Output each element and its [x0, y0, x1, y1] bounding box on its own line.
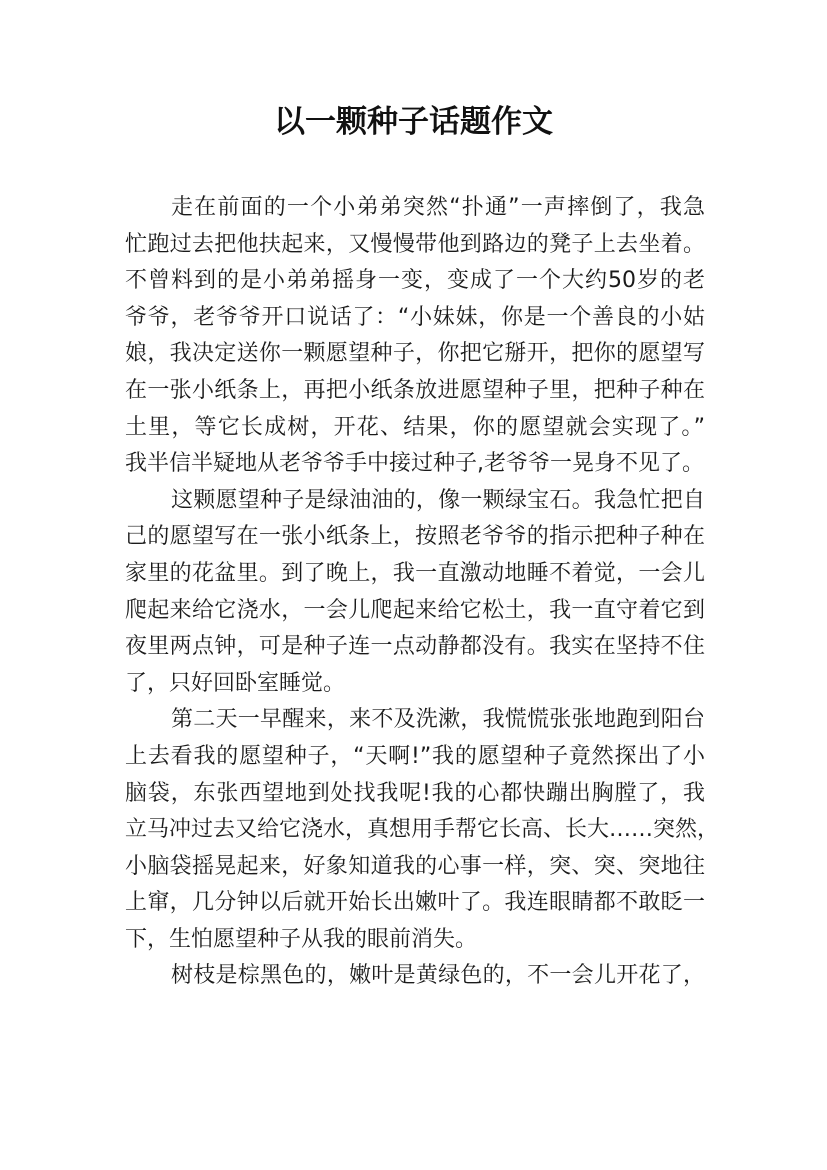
- text-line: 土里，等它长成树，开花、结果，你的愿望就会实现了。”: [125, 414, 705, 440]
- text-line: 爬起来给它浇水，一会儿爬起来给它松土，我一直守着它到: [125, 597, 705, 623]
- text-line: 忙跑过去把他扶起来，又慢慢带他到路边的凳子上去坐着。: [125, 231, 705, 257]
- text-line: 在一张小纸条上，再把小纸条放进愿望种子里，把种子种在: [125, 377, 705, 403]
- document-title: 以一颗种子话题作文: [274, 104, 553, 140]
- text-line: 第二天一早醒来，来不及洗漱，我慌慌张张地跑到阳台: [171, 707, 705, 733]
- text-line: 不曾料到的是小弟弟摇身一变，变成了一个大约50岁的老: [125, 268, 705, 294]
- text-line: 走在前面的一个小弟弟突然“扑通”一声摔倒了，我急: [171, 195, 705, 220]
- text-line: 上窜，几分钟以后就开始长出嫩叶了。我连眼睛都不敢眨一: [125, 890, 705, 916]
- text-line: 脑袋，东张西望地到处找我呢!我的心都快蹦出胸膛了，我: [125, 780, 705, 806]
- text-line: 了，只好回卧室睡觉。: [125, 670, 346, 696]
- paragraph: [125, 958, 705, 995]
- text-line: 己的愿望写在一张小纸条上，按照老爷爷的指示把种子种在: [125, 524, 705, 550]
- text-line: 家里的花盆里。到了晚上，我一直激动地睡不着觉，一会儿: [125, 560, 705, 586]
- text-line: 夜里两点钟，可是种子连一点动静都没有。我实在坚持不住: [125, 634, 705, 660]
- text-line: 上去看我的愿望种子，“天啊!”我的愿望种子竟然探出了小: [125, 743, 705, 769]
- text-line: 树枝是棕黑色的，嫩叶是黄绿色的，不一会儿开花了，: [171, 963, 705, 989]
- paragraph: [125, 702, 720, 958]
- text-line: 下，生怕愿望种子从我的眼前消失。: [125, 926, 478, 952]
- text-line: 立马冲过去又给它浇水，真想用手帮它长高、长大……突然，: [125, 817, 720, 843]
- document-body: [125, 190, 720, 995]
- text-line: 小脑袋摇晃起来，好象知道我的心事一样，突、突、突地往: [125, 853, 705, 879]
- text-line: 娘，我决定送你一颗愿望种子，你把它掰开，把你的愿望写: [125, 341, 705, 367]
- paragraph: [125, 190, 705, 483]
- text-line: 爷爷，老爷爷开口说话了：“小妹妹，你是一个善良的小姑: [125, 304, 705, 330]
- text-line: 这颗愿望种子是绿油油的，像一颗绿宝石。我急忙把自: [171, 487, 705, 513]
- text-line: 我半信半疑地从老爷爷手中接过种子,老爷爷一晃身不见了。: [125, 451, 704, 477]
- paragraph: [125, 483, 705, 703]
